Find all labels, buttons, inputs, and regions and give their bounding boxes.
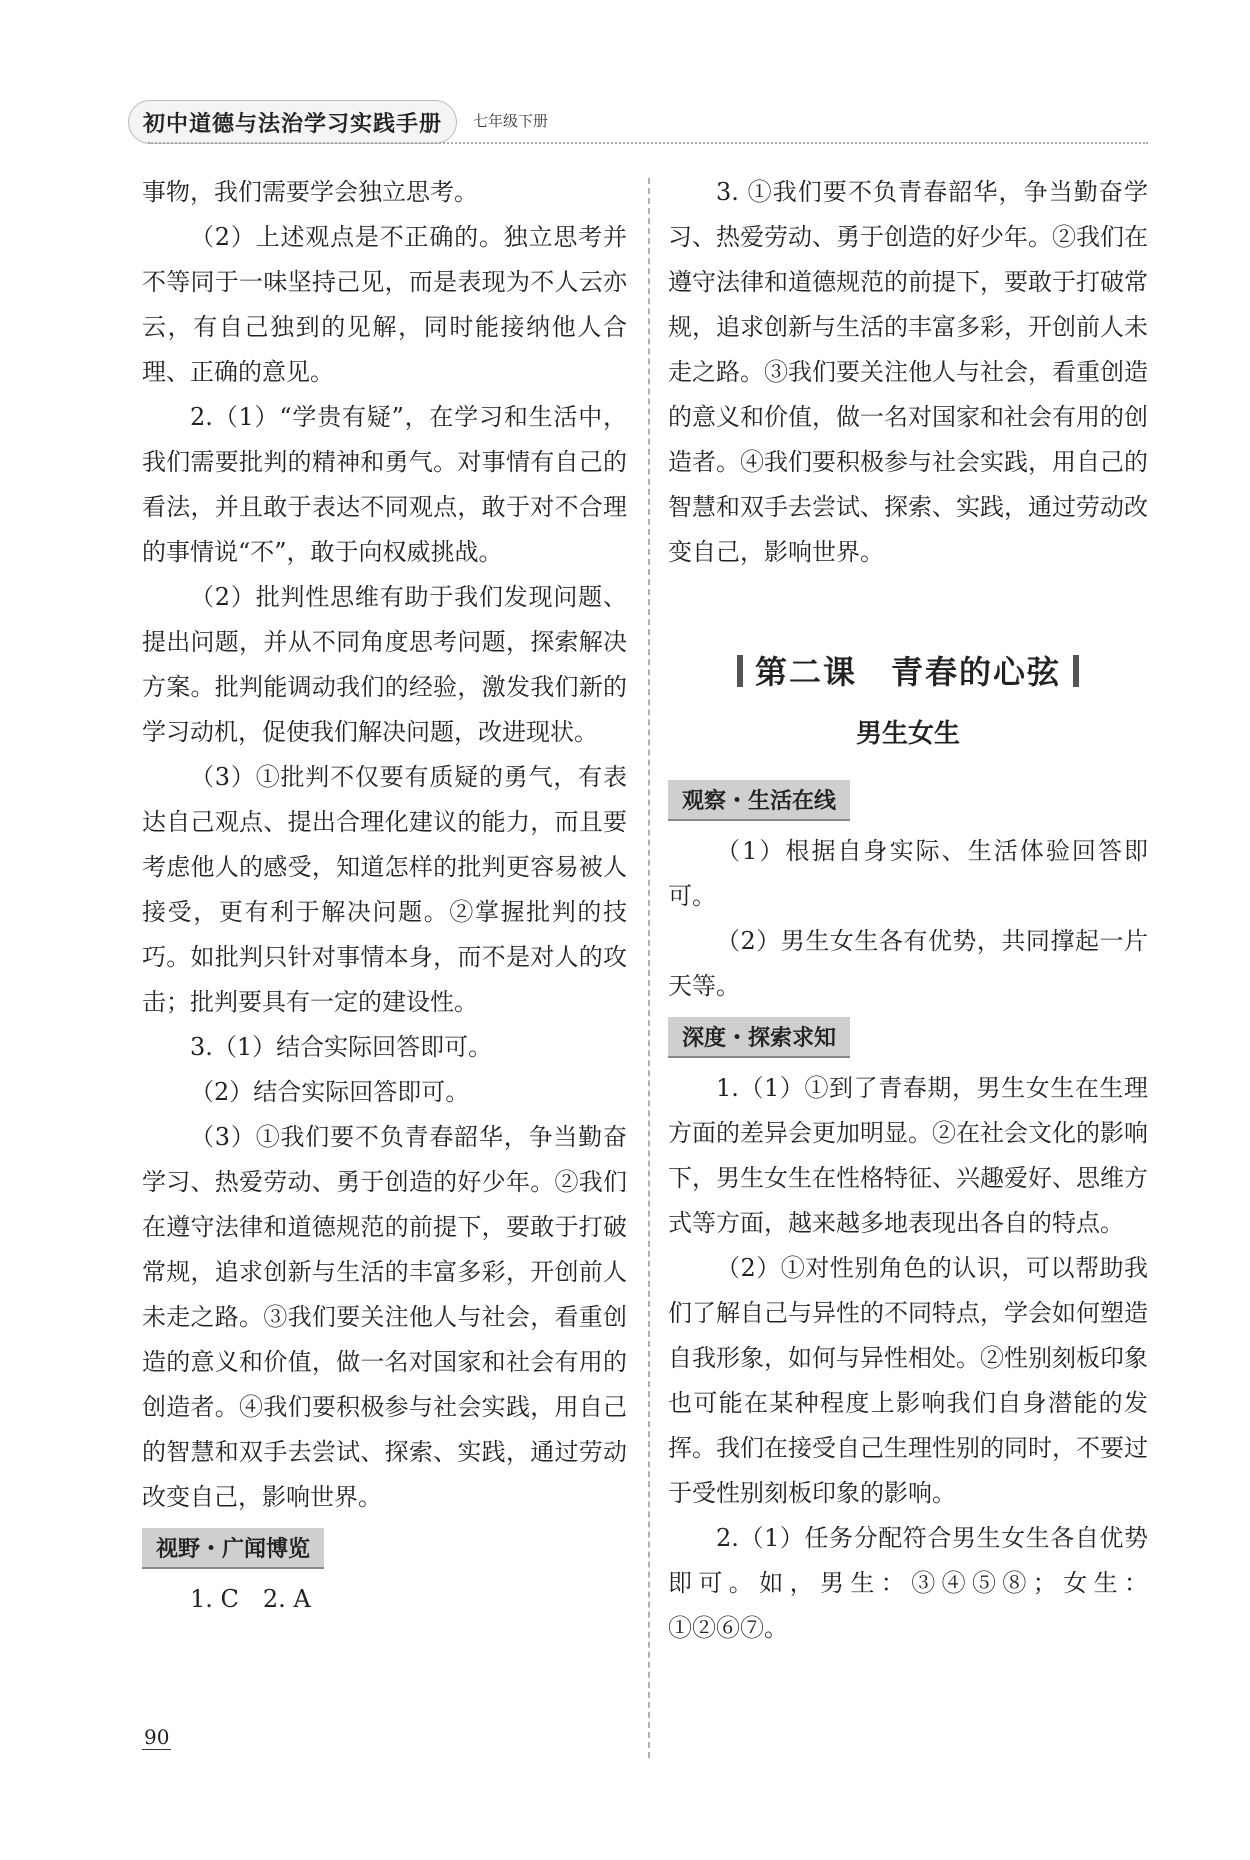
lesson-subtitle: 男生女生 — [855, 719, 960, 749]
page-number: 90 — [144, 1725, 170, 1749]
paragraph: 1.（1）①到了青春期，男生女生在生理方面的差异会更加明显。②在社会文化的影响下，男生女生在性格特征、兴趣爱好、思维方式等方面，越来越多地表现出各自的特点。 — [668, 1074, 1148, 1237]
book-volume: 七年级下册 — [473, 112, 549, 130]
paragraph: （3）①批判不仅要有质疑的勇气，有表达自己观点、提出合理化建议的能力，而且要考虑他人的感受，知道怎样的批判更容易被人接受，更有利于解决问题。②掌握批判的技巧。如批判只针对事情本身，而不是对人的攻击；批判要具有一定的建设性。 — [142, 763, 627, 1016]
title-bar-left — [737, 655, 743, 687]
paragraph: （1）根据自身实际、生活体验回答即可。 — [668, 837, 1148, 910]
paragraph: （2）上述观点是不正确的。独立思考并不等同于一味坚持己见，而是表现为不人云亦云，有自己独到的见解，同时能接纳他人合理、正确的意见。 — [142, 223, 627, 386]
lesson-title — [668, 647, 1148, 693]
paragraph: （2）批判性思维有助于我们发现问题、提出问题，并从不同角度思考问题，探索解决方案。批判能调动我们的经验，激发我们新的学习动机，促使我们解决问题，改进现状。 — [142, 583, 627, 746]
paragraph: 事物，我们需要学会独立思考。 — [142, 178, 478, 206]
right-column — [668, 170, 1148, 1651]
title-bar-right — [1073, 655, 1079, 687]
paragraph: （2）①对性别角色的认识，可以帮助我们了解自己与异性的不同特点，学会如何塑造自我形象，如何与异性相处。②性别刻板印象也可能在某种程度上影响我们自身潜能的发挥。我们在接受自己生理性别的同时，不要过于受性别刻板印象的影响。 — [668, 1254, 1148, 1507]
paragraph: 2.（1）任务分配符合男生女生各自优势即可。如，男生：③④⑤⑧；女生：①②⑥⑦。 — [668, 1524, 1148, 1642]
page-header — [128, 100, 1138, 144]
section-tag-vision: 视野・广闻博览 — [142, 1528, 324, 1569]
column-divider — [648, 178, 650, 1758]
paragraph: （2）结合实际回答即可。 — [190, 1078, 470, 1106]
book-title: 初中道德与法治学习实践手册 — [143, 111, 443, 137]
paragraph: 3. ①我们要不负青春韶华，争当勤奋学习、热爱劳动、勇于创造的好少年。②我们在遵守法律和道德规范的前提下，要敢于打破常规，追求创新与生活的丰富多彩，开创前人未走之路。③我们要关注他人与社会，看重创造的意义和价值，做一名对国家和社会有用的创造者。④我们要积极参与社会实践，用自己的智慧和双手去尝试、探索、实践，通过劳动改变自己，影响世界。 — [668, 178, 1148, 566]
section-tag-observe: 观察・生活在线 — [668, 780, 850, 821]
lesson-title-text: 第二课 青春的心弦 — [754, 653, 1061, 691]
paragraph: （3）①我们要不负青春韶华，争当勤奋学习、热爱劳动、勇于创造的好少年。②我们在遵守法律和道德规范的前提下，要敢于打破常规，追求创新与生活的丰富多彩，开创前人未走之路。③我们要关注他人与社会，看重创造的意义和价值，做一名对国家和社会有用的创造者。④我们要积极参与社会实践，用自己的智慧和双手去尝试、探索、实践，通过劳动改变自己，影响世界。 — [142, 1123, 627, 1511]
paragraph: 3.（1）结合实际回答即可。 — [190, 1033, 493, 1061]
paragraph: （2）男生女生各有优势，共同撑起一片天等。 — [668, 927, 1148, 1000]
paragraph: 2.（1）“学贵有疑”，在学习和生活中，我们需要批判的精神和勇气。对事情有自己的看法，并且敢于表达不同观点，敢于对不合理的事情说“不”，敢于向权威挑战。 — [142, 403, 627, 566]
answer-line: 1. C 2. A — [190, 1585, 311, 1613]
section-tag-depth: 深度・探索求知 — [668, 1017, 850, 1058]
header-title-pill — [128, 100, 457, 144]
left-column — [142, 170, 627, 1622]
header-rule — [148, 142, 1148, 144]
